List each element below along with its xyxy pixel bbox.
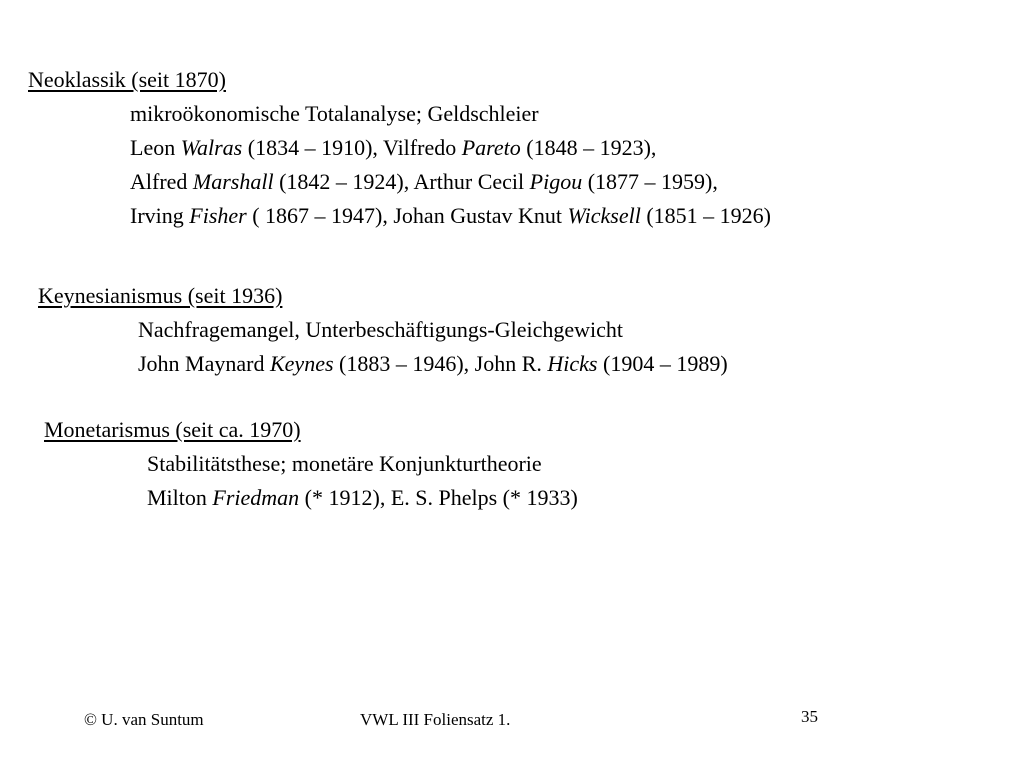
text-segment: (1877 – 1959), — [582, 169, 718, 194]
neoklassik-economists-1 — [28, 131, 771, 165]
economist-name: Friedman — [212, 485, 300, 510]
section-neoklassik — [28, 63, 771, 233]
neoklassik-summary: mikroökonomische Totalanalyse; Geldschleier — [130, 101, 539, 126]
neoklassik-economists-2 — [28, 165, 771, 199]
text-segment: (1851 – 1926) — [640, 203, 771, 228]
text-segment: (1848 – 1923), — [520, 135, 657, 160]
monetarismus-economists — [44, 481, 578, 515]
heading-neoklassik: Neoklassik (seit 1870) — [28, 67, 226, 92]
economist-name: Marshall — [192, 169, 274, 194]
page-number: 35 — [801, 707, 818, 726]
text-segment: John Maynard — [138, 351, 270, 376]
text-segment: (* 1912), E. S. Phelps (* 1933) — [299, 485, 578, 510]
neoklassik-economists-3 — [28, 199, 771, 233]
text-segment: (1904 – 1989) — [597, 351, 728, 376]
text-segment: (1842 – 1924), Arthur Cecil — [273, 169, 530, 194]
economist-name: Pigou — [529, 169, 583, 194]
text-segment: Milton — [147, 485, 213, 510]
economist-name: Hicks — [547, 351, 598, 376]
economist-name: Wicksell — [567, 203, 641, 228]
footer-course: VWL III Foliensatz 1. — [360, 710, 511, 729]
text-segment: ( 1867 – 1947), Johan Gustav Knut — [246, 203, 568, 228]
footer-author: © U. van Suntum — [84, 710, 204, 729]
text-segment: (1834 – 1910), Vilfredo — [242, 135, 462, 160]
keynesianismus-economists — [38, 347, 728, 381]
economist-name: Fisher — [189, 203, 247, 228]
economist-name: Keynes — [269, 351, 334, 376]
text-segment: Leon — [130, 135, 181, 160]
text-segment: (1883 – 1946), John R. — [333, 351, 548, 376]
economist-name: Pareto — [461, 135, 521, 160]
heading-monetarismus: Monetarismus (seit ca. 1970) — [44, 417, 301, 442]
text-segment: Alfred — [130, 169, 193, 194]
section-keynesianismus — [38, 279, 728, 381]
economist-name: Walras — [180, 135, 243, 160]
heading-keynesianismus: Keynesianismus (seit 1936) — [38, 283, 283, 308]
text-segment: Irving — [130, 203, 190, 228]
monetarismus-summary: Stabilitätsthese; monetäre Konjunkturtheorie — [147, 451, 542, 476]
section-monetarismus — [44, 413, 578, 515]
keynesianismus-summary: Nachfragemangel, Unterbeschäftigungs-Gleichgewicht — [138, 317, 624, 342]
